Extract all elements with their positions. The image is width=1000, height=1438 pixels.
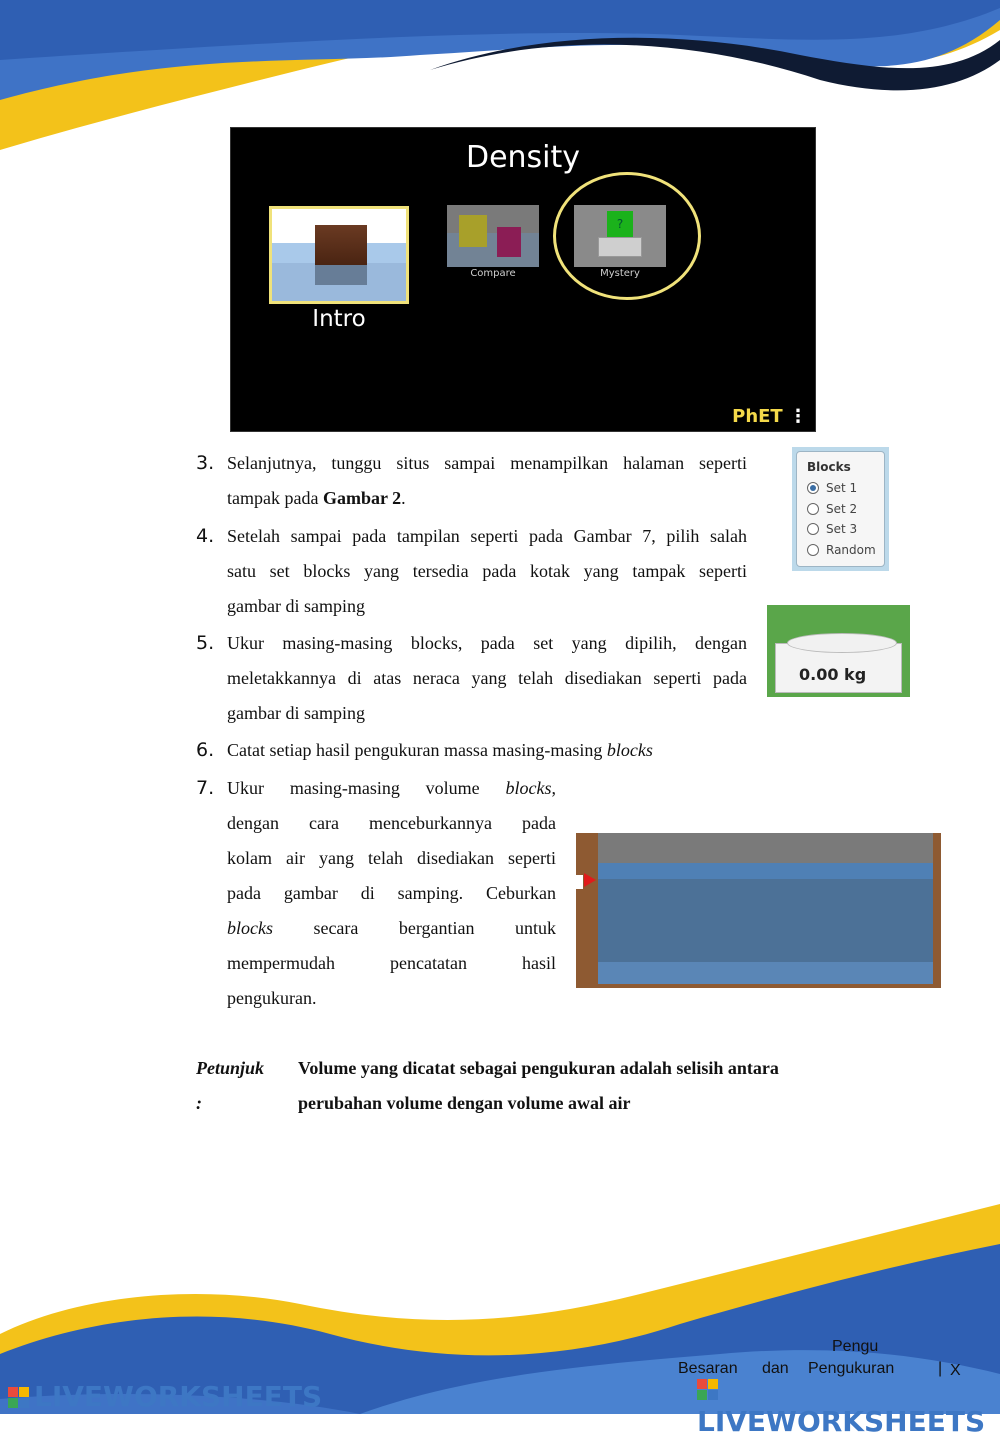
- step-text: [227, 446, 747, 516]
- step-number: 6.: [196, 739, 215, 761]
- hint-label: Petunjuk :: [196, 1058, 265, 1113]
- radio-random[interactable]: [807, 540, 884, 561]
- step-line-post: ,: [551, 778, 556, 798]
- radio-label: Set 1: [826, 481, 858, 496]
- step-line: [227, 911, 556, 946]
- radio-set-3[interactable]: [807, 519, 884, 540]
- radio-icon: [807, 523, 819, 535]
- hint-text: [298, 1051, 918, 1121]
- hint-line: Volume yang dicatat sebagai pengukuran adalah selisih antara: [298, 1058, 779, 1078]
- blocks-set-panel: [792, 447, 889, 571]
- footer-word-dan: dan: [762, 1360, 789, 1377]
- intro-screen-thumbnail[interactable]: [269, 206, 409, 304]
- step-italic: blocks: [227, 918, 273, 938]
- step-line: pada gambar di samping. Ceburkan: [227, 883, 556, 903]
- footer-word-besaran: Besaran: [678, 1360, 738, 1377]
- liveworksheets-logo-icon: [697, 1379, 719, 1401]
- footer-word-pengu: Pengu: [832, 1338, 879, 1355]
- step-line-pre: tampak pada: [227, 488, 323, 508]
- step-line: kolam air yang telah disediakan seperti: [227, 848, 556, 868]
- phet-menu-icon: ⋮: [789, 406, 807, 427]
- step-line-post: .: [401, 488, 406, 508]
- step-bold-ref: Gambar 2: [322, 488, 402, 508]
- mystery-block: ?: [607, 211, 633, 237]
- scale-pan: [787, 633, 897, 653]
- step-text: [227, 519, 747, 624]
- step-number: 4.: [196, 525, 215, 547]
- step-line: dengan cara menceburkannya pada: [227, 813, 556, 833]
- liveworksheets-brand: LIVEWORKSHEETS: [34, 1380, 323, 1413]
- step-line: pengukuran.: [227, 988, 317, 1008]
- step-line-pre: Catat setiap hasil pengukuran massa masing-masing: [227, 740, 607, 760]
- phet-logo-text: PhET: [732, 406, 783, 427]
- list-item: [196, 626, 756, 731]
- step-line: Selanjutnya, tunggu situs sampai menampilkan halaman seperti: [227, 453, 747, 473]
- mystery-screen-thumbnail[interactable]: [574, 205, 666, 267]
- pool-water-surface: [598, 863, 933, 879]
- radio-icon: [807, 503, 819, 515]
- liveworksheets-watermark-right: [697, 1372, 1000, 1438]
- step-line: [227, 771, 556, 806]
- liveworksheets-watermark-left: [8, 1380, 322, 1413]
- step-number: 7.: [196, 777, 215, 799]
- step-italic: blocks: [606, 740, 653, 760]
- step-text: [227, 771, 556, 1016]
- list-item: [196, 519, 756, 624]
- scale-readout: 0.00 kg: [799, 665, 867, 684]
- phet-logo[interactable]: [732, 406, 807, 427]
- liveworksheets-brand: LIVEWORKSHEETS: [697, 1405, 986, 1438]
- compare-block-yellow: [459, 215, 487, 247]
- phet-title: Density: [465, 140, 581, 175]
- hint-line: perubahan volume dengan volume awal air: [298, 1093, 631, 1113]
- footer-page-number: X: [950, 1362, 961, 1379]
- footer-word-pengukuran: Pengukuran: [808, 1360, 895, 1377]
- radio-set-1[interactable]: [807, 478, 884, 499]
- step-number: 5.: [196, 632, 215, 654]
- footer-page-separator: |: [938, 1360, 943, 1377]
- compare-screen-thumbnail[interactable]: [447, 205, 539, 267]
- radio-label: Set 2: [826, 501, 858, 516]
- step-line: gambar di samping: [227, 596, 365, 616]
- compare-block-magenta: [497, 227, 521, 257]
- step-text: [227, 626, 747, 731]
- radio-label: Set 3: [826, 522, 858, 537]
- block-reflection: [315, 265, 367, 285]
- radio-icon: [807, 544, 819, 556]
- intro-label: Intro: [312, 306, 366, 332]
- scale-image: [767, 605, 910, 697]
- radio-label: Random: [826, 542, 876, 557]
- list-item: [196, 733, 756, 768]
- water-pool-image: [576, 833, 941, 988]
- step-number: 3.: [196, 452, 215, 474]
- compare-label: Compare: [470, 268, 516, 279]
- blocks-set-box: [796, 451, 885, 567]
- step-line: mempermudah pencatatan hasil: [227, 953, 556, 973]
- step-line: meletakkannya di atas neraca yang telah disediakan seperti pada: [227, 668, 747, 688]
- step-line: gambar di samping: [227, 703, 365, 723]
- radio-set-2[interactable]: [807, 499, 884, 520]
- pool-floor: [598, 962, 933, 984]
- blocks-panel-title: Blocks: [807, 460, 851, 474]
- step-italic: blocks: [505, 778, 552, 798]
- step-line-pre: Ukur masing-masing volume: [227, 778, 506, 798]
- water-level-marker-icon[interactable]: [584, 873, 596, 887]
- wood-block: [315, 225, 367, 265]
- step-line: Ukur masing-masing blocks, pada set yang dipilih, dengan: [227, 633, 747, 653]
- step-line-post: secara bergantian untuk: [272, 918, 556, 938]
- step-line: Setelah sampai pada tampilan seperti pada Gambar 7, pilih salah: [227, 526, 747, 546]
- step-line: satu set blocks yang tersedia pada kotak yang tampak seperti: [227, 561, 747, 581]
- phet-density-screenshot: [230, 127, 816, 432]
- list-item: [196, 446, 756, 516]
- step-text: [227, 733, 747, 768]
- level-gauge: [576, 875, 583, 889]
- mystery-scale: [598, 237, 642, 257]
- liveworksheets-logo-icon: [8, 1387, 30, 1409]
- mystery-label: Mystery: [600, 268, 640, 279]
- radio-selected-icon: [807, 482, 819, 494]
